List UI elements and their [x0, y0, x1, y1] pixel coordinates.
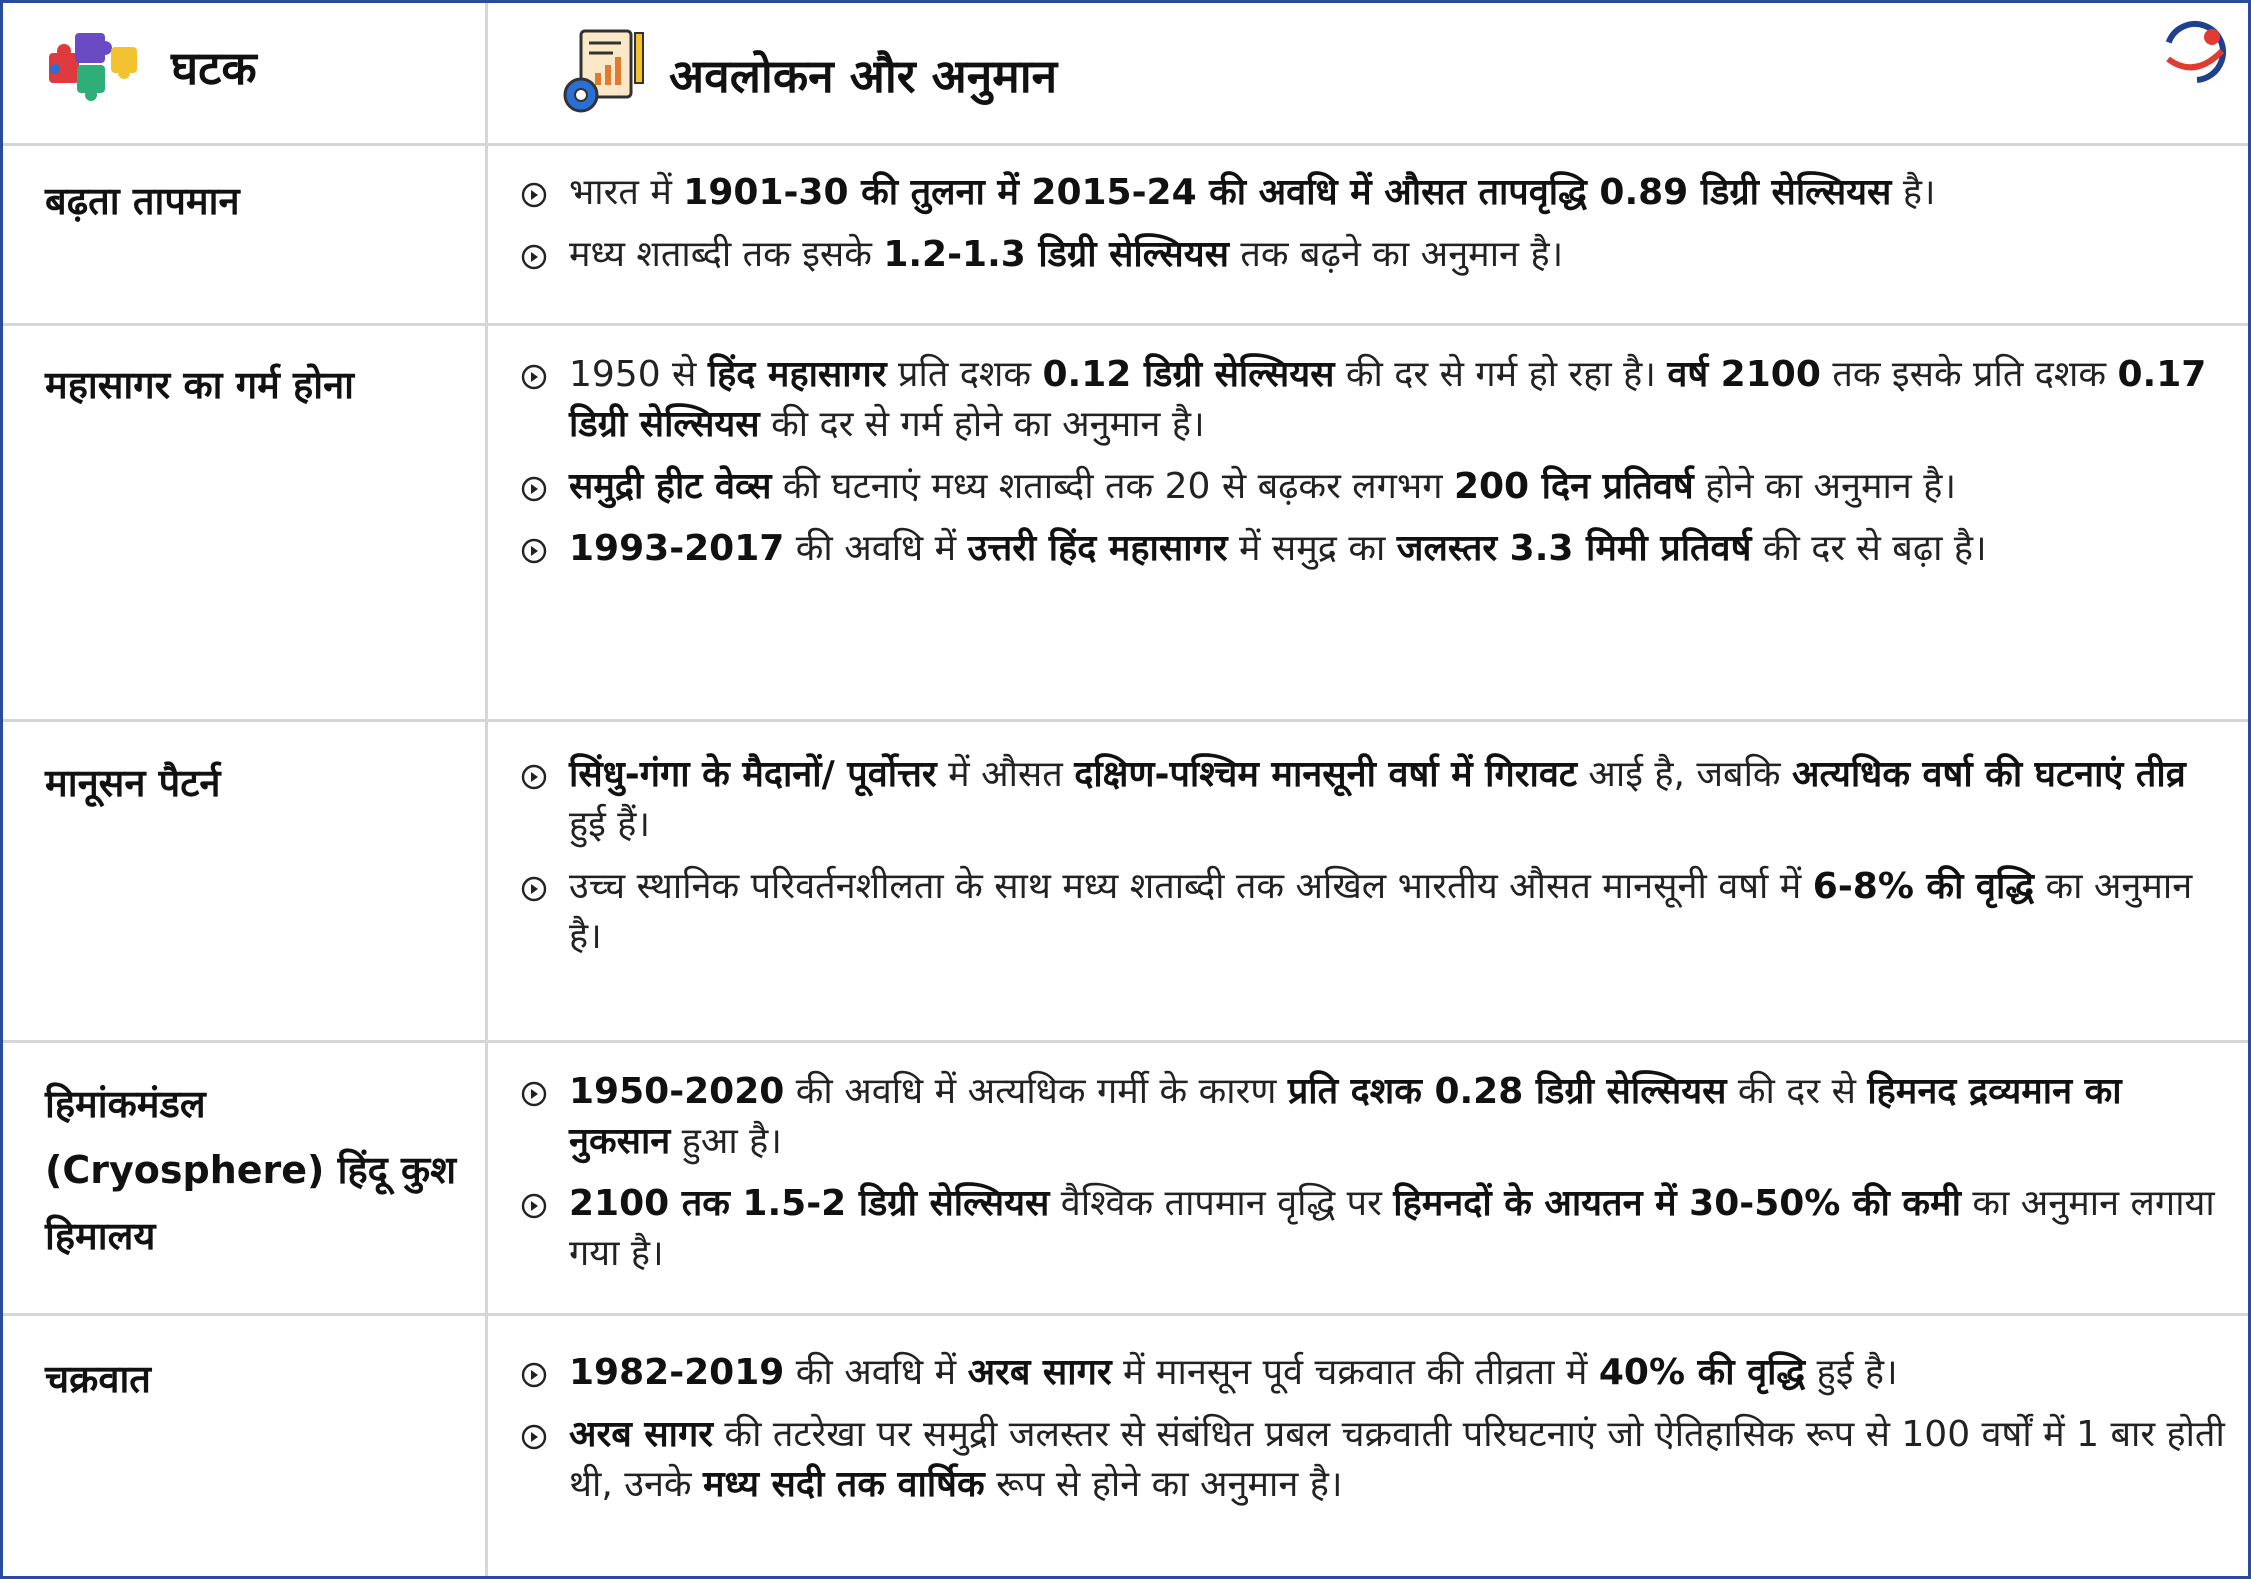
table-row	[3, 146, 2248, 326]
circle-play-bullet-icon	[521, 764, 547, 790]
bullet-text: की अवधि में अत्यधिक गर्मी के कारण	[784, 1071, 1288, 1112]
bullet-text: की दर से बढ़ा है।	[1751, 528, 1987, 569]
bullet-text-bold: दक्षिण-पश्चिम मानसूनी वर्षा में गिरावट	[1074, 754, 1577, 795]
bullet-text-bold: 1993-2017	[569, 528, 785, 569]
bullet-text: आई है, जबकि	[1576, 754, 1793, 795]
brand-logo	[2160, 17, 2230, 91]
bullet-point	[521, 750, 2228, 850]
bullet-text-bold: 0.12 डिग्री सेल्सियस	[1042, 354, 1335, 395]
report-gear-icon	[555, 25, 651, 125]
bullet-text: की दर से गर्म हो रहा है।	[1334, 354, 1668, 395]
circle-play-bullet-icon	[521, 538, 547, 564]
header-col1-title: घटक	[171, 41, 257, 95]
puzzle-icon	[41, 25, 153, 109]
row-label: हिमांकमंडल (Cryosphere) हिंदू कुश हिमालय	[45, 1082, 457, 1258]
bullet-text-bold: 1950-2020	[569, 1071, 785, 1112]
header-col2-title: अवलोकन और अनुमान	[669, 49, 1058, 103]
bullet-text-bold: 6-8% की वृद्धि	[1812, 866, 2035, 907]
bullet-text-bold: 200 दिन प्रतिवर्ष	[1453, 466, 1694, 507]
bullet-text-bold: हिमनद द्रव्यमान का नुकसान	[569, 1071, 2122, 1162]
bullet-text-bold: समुद्री हीट वेव्स	[569, 466, 772, 507]
bullet-point	[521, 1179, 2228, 1279]
header-col-component	[41, 25, 257, 109]
bullet-text: रूप से होने का अनुमान है।	[984, 1464, 1343, 1505]
table-row	[3, 722, 2248, 1043]
circle-play-bullet-icon	[521, 1193, 547, 1219]
bullet-text: की दर से गर्म होने का अनुमान है।	[759, 404, 1205, 445]
bullet-text: प्रति दशक	[886, 354, 1043, 395]
row-label: बढ़ता तापमान	[45, 179, 240, 223]
row-bullets	[521, 350, 2228, 586]
row-bullets	[521, 1348, 2228, 1522]
bullet-text-bold: 1982-2019	[569, 1352, 785, 1393]
table-row	[3, 1316, 2248, 1576]
table-row	[3, 1043, 2248, 1316]
bullet-point	[521, 350, 2228, 450]
circle-play-bullet-icon	[521, 476, 547, 502]
circle-play-bullet-icon	[521, 182, 547, 208]
bullet-point	[521, 230, 2228, 280]
bullet-text-bold: 2100 तक 1.5-2 डिग्री सेल्सियस	[569, 1183, 1050, 1224]
row-bullets	[521, 168, 2228, 292]
row-bullets	[521, 1067, 2228, 1291]
bullet-text: होने का अनुमान है।	[1693, 466, 1956, 507]
bullet-text: 1950 से	[569, 354, 708, 395]
bullet-text: की अवधि में	[784, 528, 968, 569]
circle-play-bullet-icon	[521, 1424, 547, 1450]
bullet-text: हुई हैं।	[569, 804, 650, 845]
circle-play-bullet-icon	[521, 1081, 547, 1107]
bullet-text: हुई है।	[1805, 1352, 1898, 1393]
bullet-point	[521, 1067, 2228, 1167]
row-label: चक्रवात	[45, 1357, 151, 1401]
bullet-text-bold: प्रति दशक 0.28 डिग्री सेल्सियस	[1287, 1071, 1727, 1112]
bullet-text: की दर से	[1726, 1071, 1868, 1112]
bullet-text: की घटनाएं मध्य शताब्दी तक 20 से बढ़कर लगभग	[771, 466, 1454, 507]
bullet-text: हुआ है।	[670, 1121, 782, 1162]
bullet-text-bold: उत्तरी हिंद महासागर	[967, 528, 1228, 569]
bullet-text-bold: वर्ष 2100	[1667, 354, 1821, 395]
bullet-text: का अनुमान है।	[569, 866, 2193, 957]
bullet-text-bold: अरब सागर	[569, 1414, 713, 1455]
bullet-text: उच्च स्थानिक परिवर्तनशीलता के साथ मध्य शताब्दी तक अखिल भारतीय औसत मानसूनी वर्षा में	[569, 866, 1813, 907]
row-bullets	[521, 750, 2228, 974]
bullet-text-bold: जलस्तर 3.3 मिमी प्रतिवर्ष	[1396, 528, 1752, 569]
bullet-text-bold: मध्य सदी तक वार्षिक	[703, 1464, 985, 1505]
bullet-text: में मानसून पूर्व चक्रवात की तीव्रता में	[1111, 1352, 1599, 1393]
bullet-text-bold: 1.2-1.3 डिग्री सेल्सियस	[883, 234, 1229, 275]
bullet-text-bold: हिमनदों के आयतन में 30-50% की कमी	[1393, 1183, 1961, 1224]
header-col-observations	[555, 25, 1057, 125]
bullet-point	[521, 1410, 2228, 1510]
circle-play-bullet-icon	[521, 244, 547, 270]
bullet-text-bold: 0.17 डिग्री सेल्सियस	[569, 354, 2207, 445]
bullet-text-bold: 1901-30 की तुलना में 2015-24 की अवधि में औसत तापवृद्धि 0.89 डिग्री सेल्सियस	[683, 172, 1892, 213]
bullet-text-bold: सिंधु-गंगा के मैदानों/ पूर्वोत्तर	[569, 754, 937, 795]
bullet-text: तक बढ़ने का अनुमान है।	[1228, 234, 1564, 275]
circle-play-bullet-icon	[521, 364, 547, 390]
bullet-text: है।	[1891, 172, 1936, 213]
bullet-text: की अवधि में	[784, 1352, 968, 1393]
bullet-point	[521, 524, 2228, 574]
row-label: महासागर का गर्म होना	[45, 363, 354, 407]
bullet-text: तक इसके प्रति दशक	[1820, 354, 2118, 395]
table-row	[3, 326, 2248, 722]
row-label: मानूसन पैटर्न	[45, 761, 221, 805]
bullet-point	[521, 168, 2228, 218]
circle-play-bullet-icon	[521, 876, 547, 902]
bullet-text: का अनुमान लगाया गया है।	[569, 1183, 2215, 1274]
bullet-text: भारत में	[569, 172, 684, 213]
bullet-text: में समुद्र का	[1227, 528, 1397, 569]
bullet-text: में औसत	[936, 754, 1075, 795]
bullet-point	[521, 462, 2228, 512]
bullet-text: मध्य शताब्दी तक इसके	[569, 234, 884, 275]
bullet-point	[521, 862, 2228, 962]
bullet-text-bold: अरब सागर	[967, 1352, 1112, 1393]
bullet-point	[521, 1348, 2228, 1398]
bullet-text: की तटरेखा पर समुद्री जलस्तर से संबंधित प्रबल चक्रवाती परिघटनाएं जो ऐतिहासिक रूप से 100 वर्षों में 1 बार होती थी, उनके	[569, 1414, 2225, 1505]
bullet-text-bold: हिंद महासागर	[707, 354, 887, 395]
bullet-text-bold: अत्यधिक वर्षा की घटनाएं तीव्र	[1792, 754, 2186, 795]
table-header	[3, 3, 2248, 146]
bullet-text-bold: 40% की वृद्धि	[1598, 1352, 1806, 1393]
bullet-text: वैश्विक तापमान वृद्धि पर	[1049, 1183, 1394, 1224]
circle-play-bullet-icon	[521, 1362, 547, 1388]
